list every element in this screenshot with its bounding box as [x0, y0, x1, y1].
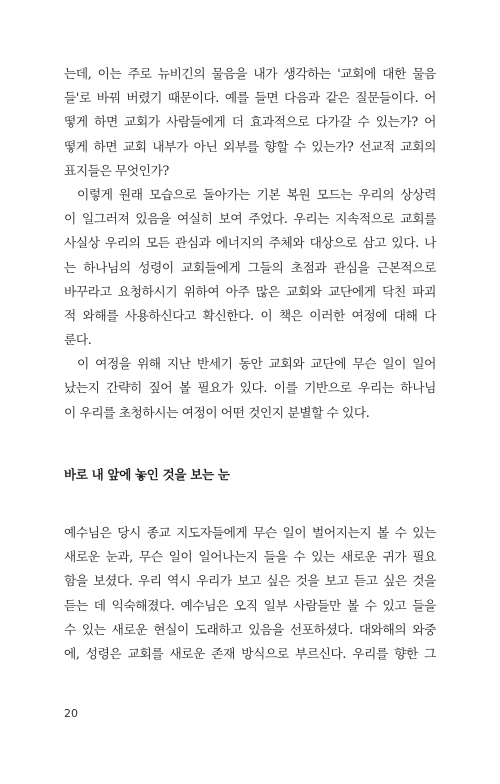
section-heading: 바로 내 앞에 놓인 것을 보는 눈: [64, 467, 230, 482]
text-line: 는 하나님의 성령이 교회들에게 그들의 초점과 관심을 근본적으로: [64, 259, 436, 275]
text-line: 에, 성령은 교회를 새로운 존재 방식으로 부르신다. 우리를 향한 그: [64, 645, 436, 661]
text-line: 표지들은 무엇인가?: [64, 162, 169, 178]
text-line: 이렇게 원래 모습으로 돌아가는 기본 복원 모드는 우리의 상상력: [77, 186, 436, 202]
text-line: 예수님은 당시 종교 지도자들에게 무슨 일이 벌어지는지 볼 수 있는: [64, 525, 436, 540]
text-line: 떻게 하면 교회 내부가 아닌 외부를 향할 수 있는가? 선교적 교회의: [64, 138, 436, 154]
text-line: 함을 보셨다. 우리 역시 우리가 보고 싶은 것을 보고 듣고 싶은 것을: [64, 573, 436, 589]
text-line: 는데, 이는 주로 뉴비긴의 물음을 내가 생각하는 '교회에 대한 물음: [64, 66, 436, 81]
text-line: 듣는 데 익숙해졌다. 예수님은 오직 일부 사람들만 볼 수 있고 들을: [64, 597, 436, 613]
text-line: 떻게 하면 교회가 사람들에게 더 효과적으로 다가갈 수 있는가? 어: [64, 114, 436, 130]
text-line: 수 있는 새로운 현실이 도래하고 있음을 선포하셨다. 대와해의 와중: [64, 621, 436, 637]
text-line: 이 일그러져 있음을 여실히 보여 주었다. 우리는 지속적으로 교회를: [64, 211, 436, 227]
text-line: 바꾸라고 요청하시기 위하여 아주 많은 교회와 교단에게 닥친 파괴: [64, 283, 436, 299]
text-line: 사실상 우리의 모든 관심과 에너지의 주체와 대상으로 삼고 있다. 나: [64, 235, 436, 251]
text-line: 들'로 바꿔 버렸기 때문이다. 예를 들면 다음과 같은 질문들이다. 어: [64, 90, 436, 106]
body-text-bottom: [64, 521, 436, 666]
body-text-top: [64, 62, 436, 425]
text-line: 새로운 눈과, 무슨 일이 일어나는지 들을 수 있는 새로운 귀가 필요: [64, 549, 436, 565]
text-line: 적 와해를 사용하신다고 확신한다. 이 책은 이러한 여정에 대해 다: [64, 307, 436, 323]
page-number: 20: [64, 707, 78, 720]
text-line: 룬다.: [64, 332, 92, 348]
text-line: 이 우리를 초청하시는 여정이 어떤 것인지 분별할 수 있다.: [64, 404, 370, 420]
text-line: 이 여정을 위해 지난 반세기 동안 교회와 교단에 무슨 일이 일어: [77, 356, 436, 372]
text-line: 났는지 간략히 짚어 볼 필요가 있다. 이를 기반으로 우리는 하나님: [64, 380, 436, 396]
